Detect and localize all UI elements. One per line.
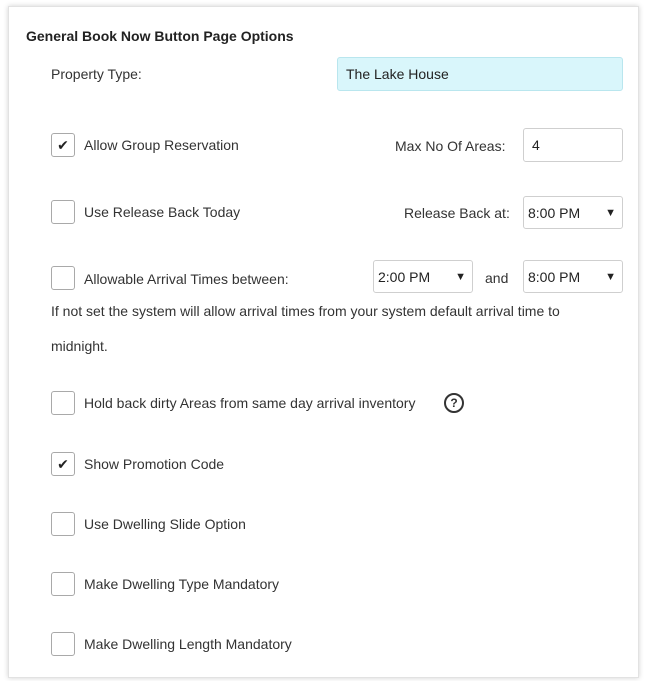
property-type-label: Property Type:	[51, 66, 142, 82]
check-icon: ✔	[57, 456, 69, 472]
section-title: General Book Now Button Page Options	[26, 28, 294, 44]
show-promotion-code-label: Show Promotion Code	[84, 456, 225, 472]
property-type-input[interactable]	[337, 57, 623, 91]
dwelling-type-mandatory-checkbox[interactable]	[51, 572, 75, 596]
allow-group-reservation-label: Allow Group Reservation	[84, 137, 239, 153]
release-back-at-label: Release Back at:	[404, 205, 510, 221]
arrival-to-value: 8:00 PM	[528, 268, 581, 285]
dwelling-type-mandatory-label: Make Dwelling Type Mandatory	[84, 576, 280, 592]
dwelling-slide-label: Use Dwelling Slide Option	[84, 516, 246, 532]
arrival-times-note-line2: midnight.	[51, 338, 108, 354]
max-areas-input[interactable]	[523, 128, 623, 162]
chevron-down-icon: ▼	[605, 270, 616, 283]
hold-back-dirty-label: Hold back dirty Areas from same day arrival inventory	[84, 395, 416, 411]
release-back-at-select[interactable]	[523, 196, 623, 229]
show-promotion-code-checkbox[interactable]	[51, 452, 75, 476]
check-icon: ✔	[57, 137, 69, 153]
max-areas-label: Max No Of Areas:	[395, 138, 506, 154]
hold-back-dirty-checkbox[interactable]	[51, 391, 75, 415]
dwelling-slide-checkbox[interactable]	[51, 512, 75, 536]
chevron-down-icon: ▼	[605, 206, 616, 219]
arrival-times-note-line1: If not set the system will allow arrival times from your system default arrival time to	[51, 303, 560, 319]
release-back-at-value: 8:00 PM	[528, 204, 581, 221]
help-icon[interactable]: ?	[444, 393, 464, 413]
arrival-from-value: 2:00 PM	[378, 268, 431, 285]
release-back-today-label: Use Release Back Today	[84, 204, 241, 220]
arrival-to-select[interactable]	[523, 260, 623, 293]
dwelling-length-mandatory-checkbox[interactable]	[51, 632, 75, 656]
arrival-times-label: Allowable Arrival Times between:	[84, 271, 289, 287]
arrival-from-select[interactable]	[373, 260, 473, 293]
allow-group-reservation-checkbox[interactable]	[51, 133, 75, 157]
release-back-today-checkbox[interactable]	[51, 200, 75, 224]
chevron-down-icon: ▼	[455, 270, 466, 283]
dwelling-length-mandatory-label: Make Dwelling Length Mandatory	[84, 636, 292, 652]
arrival-times-checkbox[interactable]	[51, 266, 75, 290]
arrival-and-label: and	[485, 270, 509, 286]
